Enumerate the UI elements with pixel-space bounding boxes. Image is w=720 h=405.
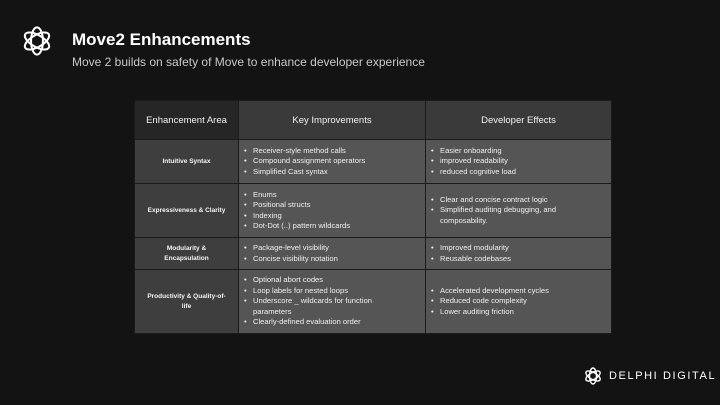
improvements-cell: [239, 184, 426, 238]
list-item: • Dot-Dot (..) pattern wildcards: [253, 221, 419, 231]
enhancements-table: [134, 100, 612, 334]
table-row: [135, 184, 612, 238]
list-item: • Loop labels for nested loops: [253, 286, 419, 296]
list-item: • Underscore _ wildcards for function: [253, 296, 419, 306]
list-item: • Simplified auditing debugging, and: [440, 205, 605, 215]
list-item: • Accelerated development cycles: [440, 286, 605, 296]
column-header-enhancement-area: Enhancement Area: [135, 101, 239, 140]
list-item: • improved readability: [440, 156, 605, 166]
row-area-label: Intuitive Syntax: [135, 140, 239, 184]
table-row: [135, 238, 612, 270]
list-item: • reduced cognitive load: [440, 167, 605, 177]
improvements-cell: [239, 270, 426, 334]
list-item: • Clearly-defined evaluation order: [253, 317, 419, 327]
brand-footer: [583, 366, 716, 386]
list-item-continuation: parameters: [253, 306, 292, 316]
list-item-continuation: composability.: [440, 215, 488, 225]
effects-cell: [426, 184, 612, 238]
list-item: • Positional structs: [253, 200, 419, 210]
list-item: • Improved modularity: [440, 243, 605, 253]
brand-name: DELPHI DIGITAL: [609, 370, 717, 382]
column-header-key-improvements: Key Improvements: [239, 101, 426, 140]
table-row: [135, 270, 612, 334]
improvements-cell: [239, 140, 426, 184]
column-header-developer-effects: Developer Effects: [426, 101, 612, 140]
list-item: • Package-level visibility: [253, 243, 419, 253]
list-item: • Lower auditing friction: [440, 307, 605, 317]
row-area-label: Expressiveness & Clarity: [135, 184, 239, 238]
knot-logo-icon: [583, 366, 603, 386]
list-item: • Optional abort codes: [253, 275, 419, 285]
list-item: • Easier onboarding: [440, 146, 605, 156]
list-item: • Compound assignment operators: [253, 156, 419, 166]
knot-logo-icon: [20, 24, 54, 58]
page-title: Move2 Enhancements: [72, 30, 251, 49]
list-item: • Concise visibility notation: [253, 254, 419, 264]
list-item: • Enums: [253, 190, 419, 200]
improvements-cell: [239, 238, 426, 270]
table-header-row: [135, 101, 612, 140]
list-item: • Reusable codebases: [440, 254, 605, 264]
row-area-label: Modularity & Encapsulation: [135, 238, 239, 270]
effects-cell: [426, 238, 612, 270]
page-subtitle: Move 2 builds on safety of Move to enhance developer experience: [72, 55, 425, 69]
table-row: [135, 140, 612, 184]
list-item: • Clear and concise contract logic: [440, 195, 605, 205]
row-area-label: Productivity & Quality-of-life: [135, 270, 239, 334]
effects-cell: [426, 270, 612, 334]
list-item: • Receiver-style method calls: [253, 146, 419, 156]
list-item: • Reduced code complexity: [440, 296, 605, 306]
list-item: • Indexing: [253, 211, 419, 221]
effects-cell: [426, 140, 612, 184]
list-item: • Simplified Cast syntax: [253, 167, 419, 177]
